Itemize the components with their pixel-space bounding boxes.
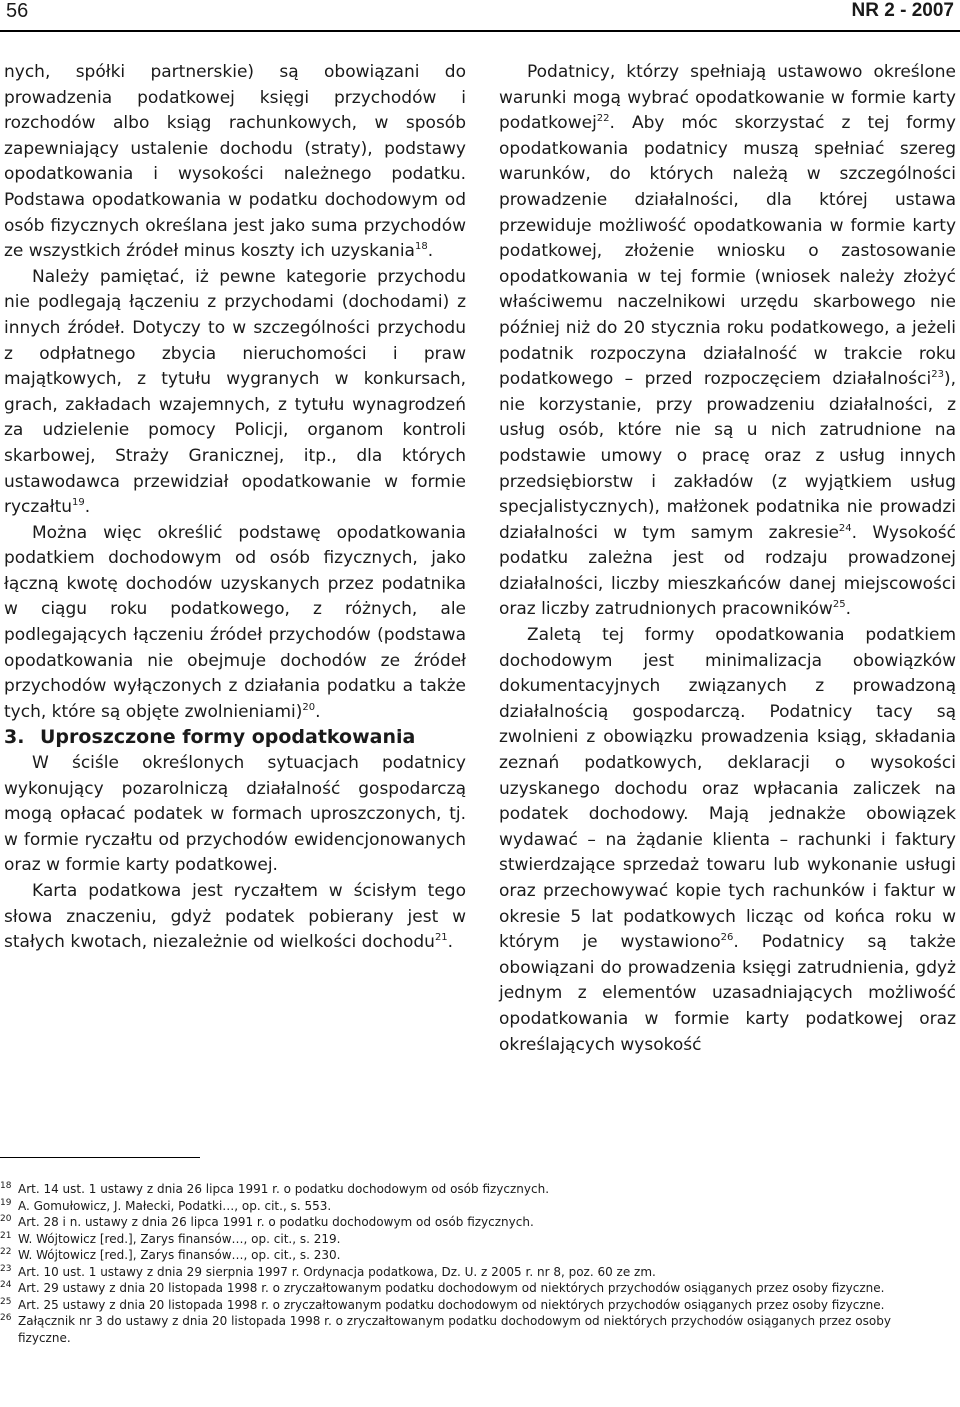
footnote: 19 A. Gomułowicz, J. Małecki, Podatki…, op. cit., s. 553. <box>0 1197 332 1213</box>
footnote: 21 W. Wójtowicz [red.], Zarys finansów…, op. cit., s. 219. <box>0 1230 341 1246</box>
footnote-ref[interactable]: 18 <box>414 241 428 253</box>
footnote-ref[interactable]: 22 <box>596 113 610 125</box>
footnote: 24 Art. 29 ustawy z dnia 20 listopada 1998 r. o zryczałtowanym podatku dochodowym od niektórych przychodów osiąganych przez osoby fizyczne. <box>0 1280 885 1295</box>
section-heading <box>4 725 466 751</box>
footnotes <box>0 1181 945 1346</box>
paragraph: Można więc określić podstawę opodatkowania podatkiem dochodowym od osób fizycznych, jako łączną kwotę dochodów uzyskanych przez podatnika w ciągu roku podatkowego, z różnych, ale podlegających łączeniu źródeł przychodów (podstawa opodatkowania nie obejmuje dochodów ze źródeł przychodów wyłączonych z działania podatku a także tych, które są objęte zwolnieniami)$^{20}$. <box>4 522 466 722</box>
footnote: 23 Art. 10 ust. 1 ustawy z dnia 29 sierpnia 1997 r. Ordynacja podatkowa, Dz. U. z 2005 r. nr 8, poz. 60 ze zm. <box>0 1263 656 1279</box>
footnote-divider <box>0 1157 200 1158</box>
footnote-ref[interactable]: 21 <box>434 932 448 944</box>
page-header <box>0 0 960 34</box>
footnote: 26 Załącznik nr 3 do ustawy z dnia 20 listopada 1998 r. o zryczałtowanym podatku dochodowym od niektórych przychodów osiąganych przez osoby fizyczne. <box>0 1313 891 1345</box>
footnote-ref[interactable]: 26 <box>720 932 734 944</box>
right-column <box>499 60 956 1058</box>
footnote: 20 Art. 28 i n. ustawy z dnia 26 lipca 1991 r. o podatku dochodowym od osób fizycznych. <box>0 1214 534 1229</box>
header-rule <box>0 30 960 32</box>
left-column <box>4 60 466 956</box>
paragraph: Podatnicy, którzy spełniają ustawowo określone warunki mogą wybrać opodatkowanie w formie karty podatkowej$^{22}$. Aby móc skorzystać z tej formy opodatkowania podatnicy muszą spełniać szereg warunków, do których należą w szczególności prowadzenie działalności, dla której ustawa przewiduje możliwość opodatkowania w formie karty podatkowej, złożenie wniosku o zastosowanie opodatkowania w tej formie (wniosek należy złożyć właściwemu naczelnikowi urzędu skarbowego nie później niż do 20 stycznia roku podatkowego, a jeżeli podatnik rozpoczyna działalność w trakcie roku podatkowego – przed rozpoczęciem działalności$^{23}$), nie korzystanie, przy prowadzeniu działalności, z usług osób, które nie są u nich zatrudnione na podstawie umowy o pracę oraz z usług innych przedsiębiorstw i zakładów (z wyjątkiem usług specjalistycznych), małżonek podatnika nie prowadzi działalności w tym samym zakresie$^{24}$. Wysokość podatku zależna jest od rodzaju prowadzonej działalności, liczby mieszkańców danej miejscowości oraz liczby zatrudnionych pracowników$^{25}$. <box>499 62 956 620</box>
footnote-ref[interactable]: 23 <box>931 369 944 381</box>
paragraph: Zaletą tej formy opodatkowania podatkiem dochodowym jest minimalizacja obowiązków dokumentacyjnych związanych z prowadzoną działalnością gospodarczą. Podatnicy tacy są zwolnieni z obowiązku prowadzenia ksiąg, składania zeznań podatkowych, deklaracji o wysokości uzyskanego dochodu oraz wpłacania zaliczek na podatek dochodowy. Mają jednakże obowiązek wydawać – na żądanie klienta – rachunki i faktury stwierdzające sprzedaż towaru lub wykonanie usługi oraz przechowywać kopie tych rachunków i faktur w okresie 5 lat podatkowych licząc od końca roku w którym je wystawiono$^{26}$. Podatnicy są także obowiązani do prowadzenia księgi zatrudnienia, gdyż jednym z elementów uzasadniających możliwość opodatkowania w formie karty podatkowej oraz określających wysokość <box>499 625 956 1055</box>
section-number: 3. <box>4 726 25 749</box>
section-title: Uproszczone formy opodatkowania <box>40 726 416 749</box>
footnote-ref[interactable]: 20 <box>302 701 316 713</box>
paragraph: Karta podatkowa jest ryczałtem w ścisłym tego słowa znaczeniu, gdyż podatek pobierany jest w stałych kwotach, niezależnie od wielkości dochodu$^{21}$. <box>4 881 466 953</box>
footnote-ref[interactable]: 24 <box>838 522 852 534</box>
paragraph: W ściśle określonych sytuacjach podatnicy wykonujący pozarolniczą działalność gospodarczą mogą opłacać podatek w formach uproszczonych, tj. w formie ryczałtu od przychodów ewidencjonowanych oraz w formie karty podatkowej. <box>4 753 466 876</box>
footnote-ref[interactable]: 19 <box>72 497 85 509</box>
footnote: 25 Art. 25 ustawy z dnia 20 listopada 1998 r. o zryczałtowanym podatku dochodowym od niektórych przychodów osiąganych przez osoby fizyczne. <box>0 1296 885 1312</box>
paragraph: Należy pamiętać, iż pewne kategorie przychodu nie podlegają łączeniu z przychodami (dochodami) z innych źródeł. Dotyczy to w szczególności przychodu z odpłatnego zbycia nieruchomości i praw majątkowych, z tytułu wygranych w konkursach, grach, zakładach wzajemnych, z tytułu wynagrodzeń za udzielenie pomocy Policji, organom kontroli skarbowej, Straży Granicznej, itp., dla których ustawodawca przewidział opodatkowanie w formie ryczałtu$^{19}$. <box>4 266 466 518</box>
journal-issue: NR 2 - 2007 <box>851 0 954 21</box>
paragraph: nych, spółki partnerskie) są obowiązani do prowadzenia podatkowej księgi przychodów i rozchodów albo ksiąg rachunkowych, w sposób zapewniający ustalenie dochodu (straty), podstawy opodatkowania i wysokości należnego podatku. Podstawa opodatkowania w podatku dochodowym od osób fizycznych określana jest jako suma przychodów ze wszystkich źródeł minus koszty ich uzyskania$^{18}$. <box>4 62 466 262</box>
footnote-ref[interactable]: 25 <box>832 599 846 611</box>
footnote: 22 W. Wójtowicz [red.], Zarys finansów…, op. cit., s. 230. <box>0 1247 341 1262</box>
footnote: 18 Art. 14 ust. 1 ustawy z dnia 26 lipca 1991 r. o podatku dochodowym od osób fizycznych. <box>0 1181 550 1196</box>
page-number: 56 <box>6 0 29 22</box>
